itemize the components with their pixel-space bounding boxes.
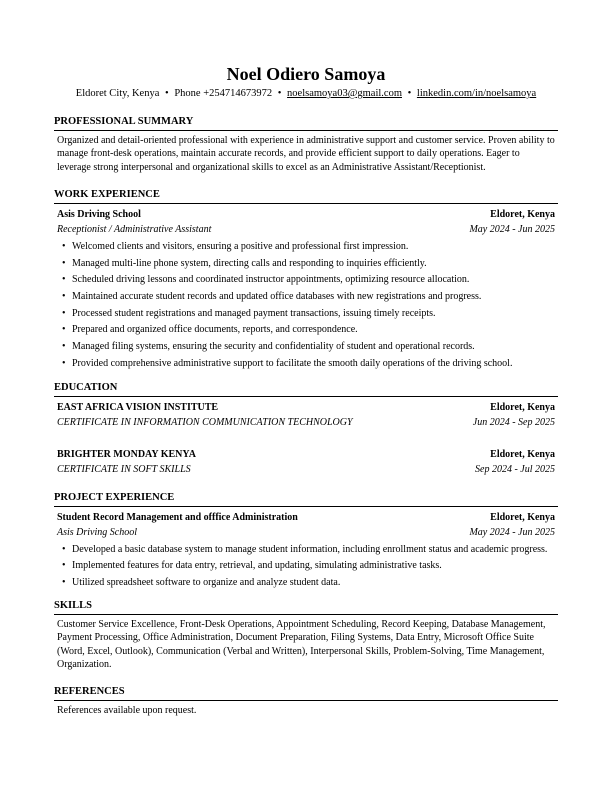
bullet-icon: • (62, 307, 66, 319)
email-link[interactable]: noelsamoya03@gmail.com (287, 88, 402, 99)
entry-location: Eldoret, Kenya (490, 401, 555, 413)
linkedin-link[interactable]: linkedin.com/in/noelsamoya (416, 88, 537, 99)
separator-dot: • (277, 88, 282, 99)
skills-section (54, 599, 558, 671)
contact-line (54, 87, 558, 101)
list-item (57, 273, 555, 286)
projects-body (54, 510, 558, 589)
bullet-list (57, 543, 555, 589)
list-item (57, 543, 555, 556)
bullet-icon: • (62, 324, 66, 336)
skills-text: Customer Service Excellence, Front-Desk Operations, Appointment Scheduling, Record Keeping, Database Management, Payment Processing, Office Administration, Document Preparation, Filing Systems, Data Entry, Microsoft Office Suite (Word, Excel, Outlook), Communication (Verbal and Written), Interpersonal Skills, Problem-Solving, Time Management, Organization. (57, 619, 546, 670)
section-title: EDUCATION (54, 381, 558, 397)
bullet-text: Welcomed clients and visitors, ensuring a positive and professional first impression. (72, 240, 409, 252)
section-title: SKILLS (54, 599, 558, 615)
bullet-text: Maintained accurate student records and updated office databases with new registrations and progress. (72, 290, 482, 302)
project-name: Student Record Management and offfice Administration (57, 511, 298, 523)
education-body (54, 400, 558, 477)
references-section (54, 685, 558, 717)
education-section (54, 381, 558, 477)
bullet-text: Implemented features for data entry, retrieval, and updating, simulating administrative tasks. (72, 560, 442, 572)
bullet-list (57, 240, 555, 370)
bullet-icon: • (62, 240, 66, 252)
bullet-text: Developed a basic database system to manage student information, including enrollment status and academic progress. (72, 543, 548, 555)
list-item (57, 240, 555, 253)
bullet-icon: • (62, 577, 66, 589)
institution-name: BRIGHTER MONDAY KENYA (57, 448, 196, 460)
phone-text: Phone +254714673972 (174, 88, 273, 99)
bullet-icon: • (62, 543, 66, 555)
projects-section (54, 491, 558, 589)
entry-subheader-row (57, 525, 555, 540)
list-item (57, 257, 555, 270)
bullet-icon: • (62, 274, 66, 286)
bullet-icon: • (62, 290, 66, 302)
entry-dates: May 2024 - Jun 2025 (469, 526, 555, 538)
entry-subheader-row (57, 222, 555, 237)
separator-dot: • (165, 88, 169, 99)
work-entry (57, 207, 555, 370)
location-text: Eldoret City, Kenya (75, 88, 160, 99)
work-body (54, 207, 558, 370)
list-item (57, 290, 555, 303)
bullet-icon: • (62, 257, 66, 269)
entry-location: Eldoret, Kenya (490, 448, 555, 460)
resume-header (54, 62, 558, 101)
list-item (57, 576, 555, 589)
list-item (57, 340, 555, 353)
candidate-name: Noel Odiero Samoya (226, 64, 386, 84)
organization-name: Asis Driving School (57, 208, 141, 220)
entry-header-row (57, 447, 555, 462)
project-entry (57, 510, 555, 589)
education-entry (57, 447, 555, 477)
section-title: WORK EXPERIENCE (54, 188, 558, 204)
entry-header-row (57, 510, 555, 525)
bullet-text: Provided comprehensive administrative support to facilitate the smooth daily operations of the driving school. (72, 357, 513, 369)
bullet-text: Scheduled driving lessons and coordinated instructor appointments, optimizing resource allocation. (72, 274, 470, 286)
institution-name: EAST AFRICA VISION INSTITUTE (57, 401, 219, 413)
references-text: References available upon request. (57, 705, 197, 717)
skills-body (54, 618, 558, 671)
credential-name: CERTIFICATE IN SOFT SKILLS (57, 463, 191, 475)
bullet-text: Prepared and organized office documents, reports, and correspondence. (72, 324, 358, 336)
entry-dates: Sep 2024 - Jul 2025 (475, 463, 555, 475)
references-body (54, 704, 558, 717)
section-title: PROJECT EXPERIENCE (54, 491, 558, 507)
work-section (54, 188, 558, 370)
bullet-icon: • (62, 560, 66, 572)
entry-dates: Jun 2024 - Sep 2025 (472, 416, 555, 428)
summary-section (54, 115, 558, 174)
list-item (57, 357, 555, 370)
credential-name: CERTIFICATE IN INFORMATION COMMUNICATION TECHNOLOGY (57, 416, 353, 428)
list-item (57, 559, 555, 572)
education-entry (57, 400, 555, 430)
entry-location: Eldoret, Kenya (490, 208, 555, 220)
bullet-icon: • (62, 357, 66, 369)
section-title: REFERENCES (54, 685, 558, 701)
entry-header-row (57, 207, 555, 222)
bullet-text: Utilized spreadsheet software to organize and analyze student data. (72, 577, 341, 589)
summary-text: Organized and detail-oriented professional with experience in administrative support and customer service. Proven ability to manage front-desk operations, maintain accurate records, and provide efficient support to daily operations. Eager to leverage strong interpersonal and organizational skills to excel as an Administrative Assistant/Receptionist. (57, 135, 555, 173)
entry-dates: May 2024 - Jun 2025 (469, 223, 555, 235)
bullet-icon: • (62, 341, 66, 353)
bullet-text: Processed student registrations and managed payment transactions, issuing timely receipts. (72, 307, 436, 319)
separator-dot: • (407, 88, 412, 99)
organization-name: Asis Driving School (57, 526, 137, 538)
section-title: PROFESSIONAL SUMMARY (54, 115, 558, 131)
summary-body (54, 134, 558, 174)
list-item (57, 307, 555, 320)
role-title: Receptionist / Administrative Assistant (57, 223, 212, 235)
list-item (57, 323, 555, 336)
entry-header-row (57, 400, 555, 415)
bullet-text: Managed filing systems, ensuring the security and confidentiality of student and operational records. (72, 341, 475, 353)
entry-location: Eldoret, Kenya (490, 511, 555, 523)
bullet-text: Managed multi-line phone system, directing calls and responding to inquiries efficiently. (72, 257, 427, 269)
entry-subheader-row (57, 462, 555, 477)
entry-subheader-row (57, 415, 555, 430)
